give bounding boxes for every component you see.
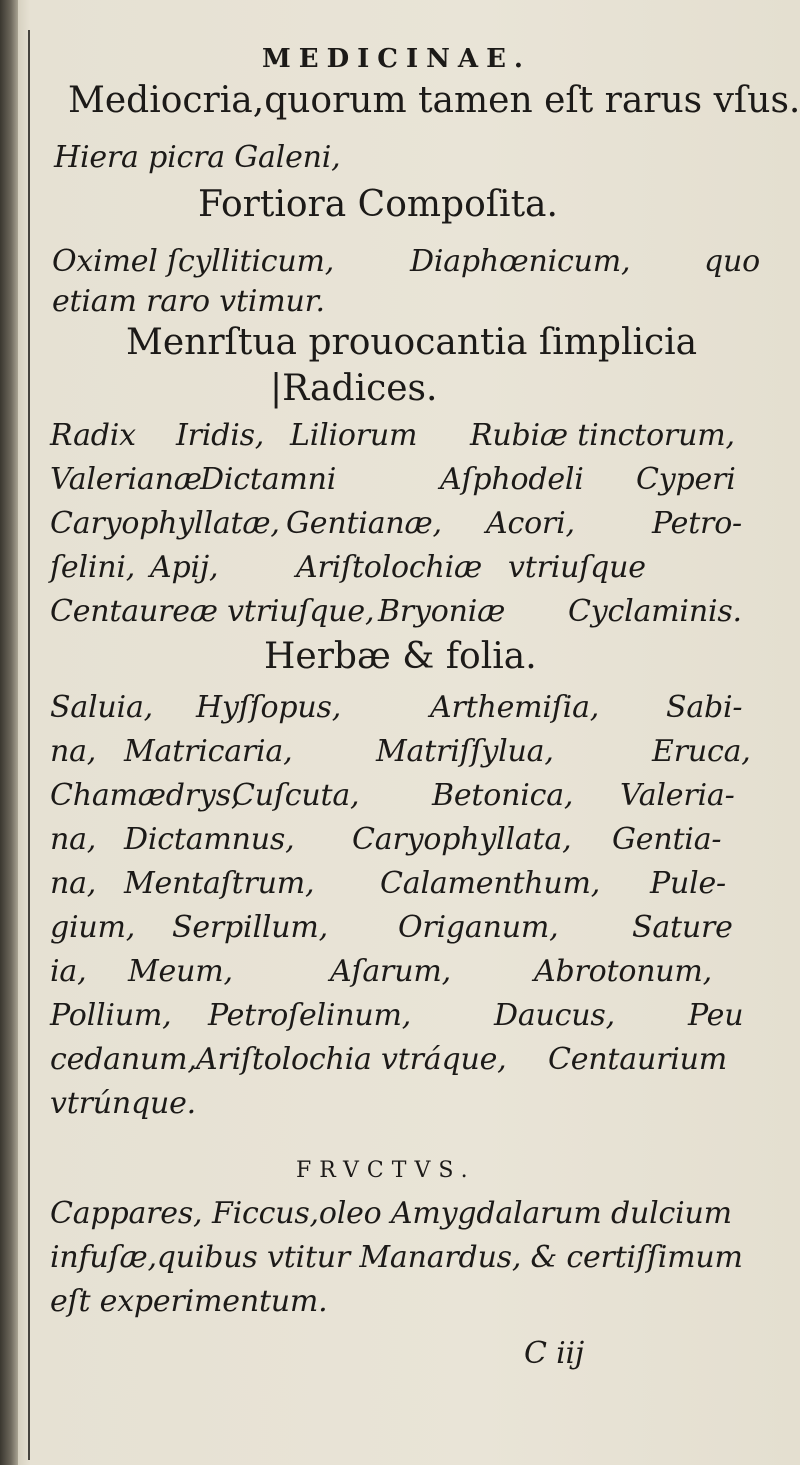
line-cell: Sature xyxy=(632,910,733,945)
line-cell: Acori, xyxy=(486,506,575,541)
line-cell: Chamædrys, xyxy=(50,778,241,813)
line-cell: Mentaſtrum, xyxy=(124,866,315,901)
line-cell: Matricaria, xyxy=(124,734,293,769)
line-cell: Calamenthum, xyxy=(380,866,601,901)
line-text: FRVCTVS. xyxy=(296,1158,476,1183)
line-cell: gium, xyxy=(50,910,136,945)
line-cell: cedanum, xyxy=(50,1042,197,1077)
line-text: eſt experimentum. xyxy=(50,1284,328,1319)
line-cell: Daucus, xyxy=(494,998,615,1033)
line-cell: Ficcus,oleo Amygdalarum dulcium xyxy=(212,1196,732,1231)
line-text: Herbæ & folia. xyxy=(264,636,537,677)
line-cell: Cappares, xyxy=(50,1196,203,1231)
line-cell: Centaureæ vtriuſque, xyxy=(50,594,375,629)
line-cell: Oximel ſcylliticum, xyxy=(52,244,335,279)
line-cell: Valeria- xyxy=(620,778,735,813)
line-cell: vtriuſque xyxy=(508,550,646,585)
line-cell: Abrotonum, xyxy=(534,954,713,989)
line-text: Menrſtua prouocantia ſimplicia xyxy=(126,322,698,363)
line-cell: Saluia, xyxy=(50,690,153,725)
line-cell: Diaphœnicum, xyxy=(410,244,631,279)
line-cell: Sabi- xyxy=(666,690,743,725)
line-cell: Arthemiſia, xyxy=(430,690,600,725)
line-cell: ia, xyxy=(50,954,87,989)
line-text: vtrúnque. xyxy=(50,1086,197,1121)
line-cell: Petroſelinum, xyxy=(208,998,412,1033)
line-text: etiam raro vtimur. xyxy=(52,284,325,319)
line-cell: Gentianæ, xyxy=(286,506,442,541)
line-cell: Radix xyxy=(50,418,136,453)
line-cell: Rubiæ tinctorum, xyxy=(470,418,735,453)
line-cell: Ariſtolochiæ xyxy=(296,550,482,585)
line-text: Mediocria,quorum tamen eſt rarus vſus. xyxy=(68,80,800,121)
line-cell: Matriſſylua, xyxy=(376,734,554,769)
line-cell: Dictamni xyxy=(200,462,337,497)
line-cell: Serpillum, xyxy=(172,910,328,945)
line-text: Hiera picra Galeni, xyxy=(54,140,341,175)
line-cell: na, xyxy=(50,822,97,857)
line-text: Fortiora Compoſita. xyxy=(198,184,558,225)
signature-mark: C iij xyxy=(524,1336,584,1371)
line-cell: Petro- xyxy=(652,506,742,541)
line-cell: Valerianæ xyxy=(50,462,202,497)
running-head: MEDICINAE. xyxy=(262,44,531,74)
line-cell: Gentia- xyxy=(612,822,722,857)
line-cell: Liliorum xyxy=(290,418,418,453)
line-cell: Aſphodeli xyxy=(440,462,584,497)
line-cell: Cyclaminis. xyxy=(568,594,742,629)
line-cell: Pule- xyxy=(650,866,726,901)
line-cell: Caryophyllata, xyxy=(352,822,572,857)
line-cell: Meum, xyxy=(128,954,233,989)
line-cell: Cyperi xyxy=(636,462,736,497)
line-cell: Caryophyllatæ, xyxy=(50,506,280,541)
line-cell: Peu xyxy=(688,998,744,1033)
line-cell: Aſarum, xyxy=(330,954,451,989)
line-cell: Cuſcuta, xyxy=(232,778,360,813)
line-cell: Betonica, xyxy=(432,778,574,813)
line-cell: ſelini, xyxy=(50,550,136,585)
line-text: infuſæ,quibus vtitur Manardus, & certiſſimum xyxy=(50,1240,743,1275)
binding-gutter xyxy=(0,0,18,1465)
margin-rule xyxy=(28,30,30,1460)
line-cell: na, xyxy=(50,734,97,769)
line-cell: Origanum, xyxy=(398,910,559,945)
line-cell: na, xyxy=(50,866,97,901)
line-cell: Centaurium xyxy=(548,1042,727,1077)
line-cell: quo xyxy=(704,244,760,279)
line-cell: Hyſſopus, xyxy=(196,690,342,725)
line-cell: Iridis, xyxy=(176,418,265,453)
line-cell: Pollium, xyxy=(50,998,172,1033)
line-cell: Apij, xyxy=(150,550,219,585)
line-cell: Ariſtolochia vtráque, xyxy=(196,1042,507,1077)
line-cell: Eruca, xyxy=(652,734,751,769)
line-cell: Bryoniæ xyxy=(378,594,506,629)
line-text: |Radices. xyxy=(270,368,438,409)
line-cell: Dictamnus, xyxy=(124,822,295,857)
